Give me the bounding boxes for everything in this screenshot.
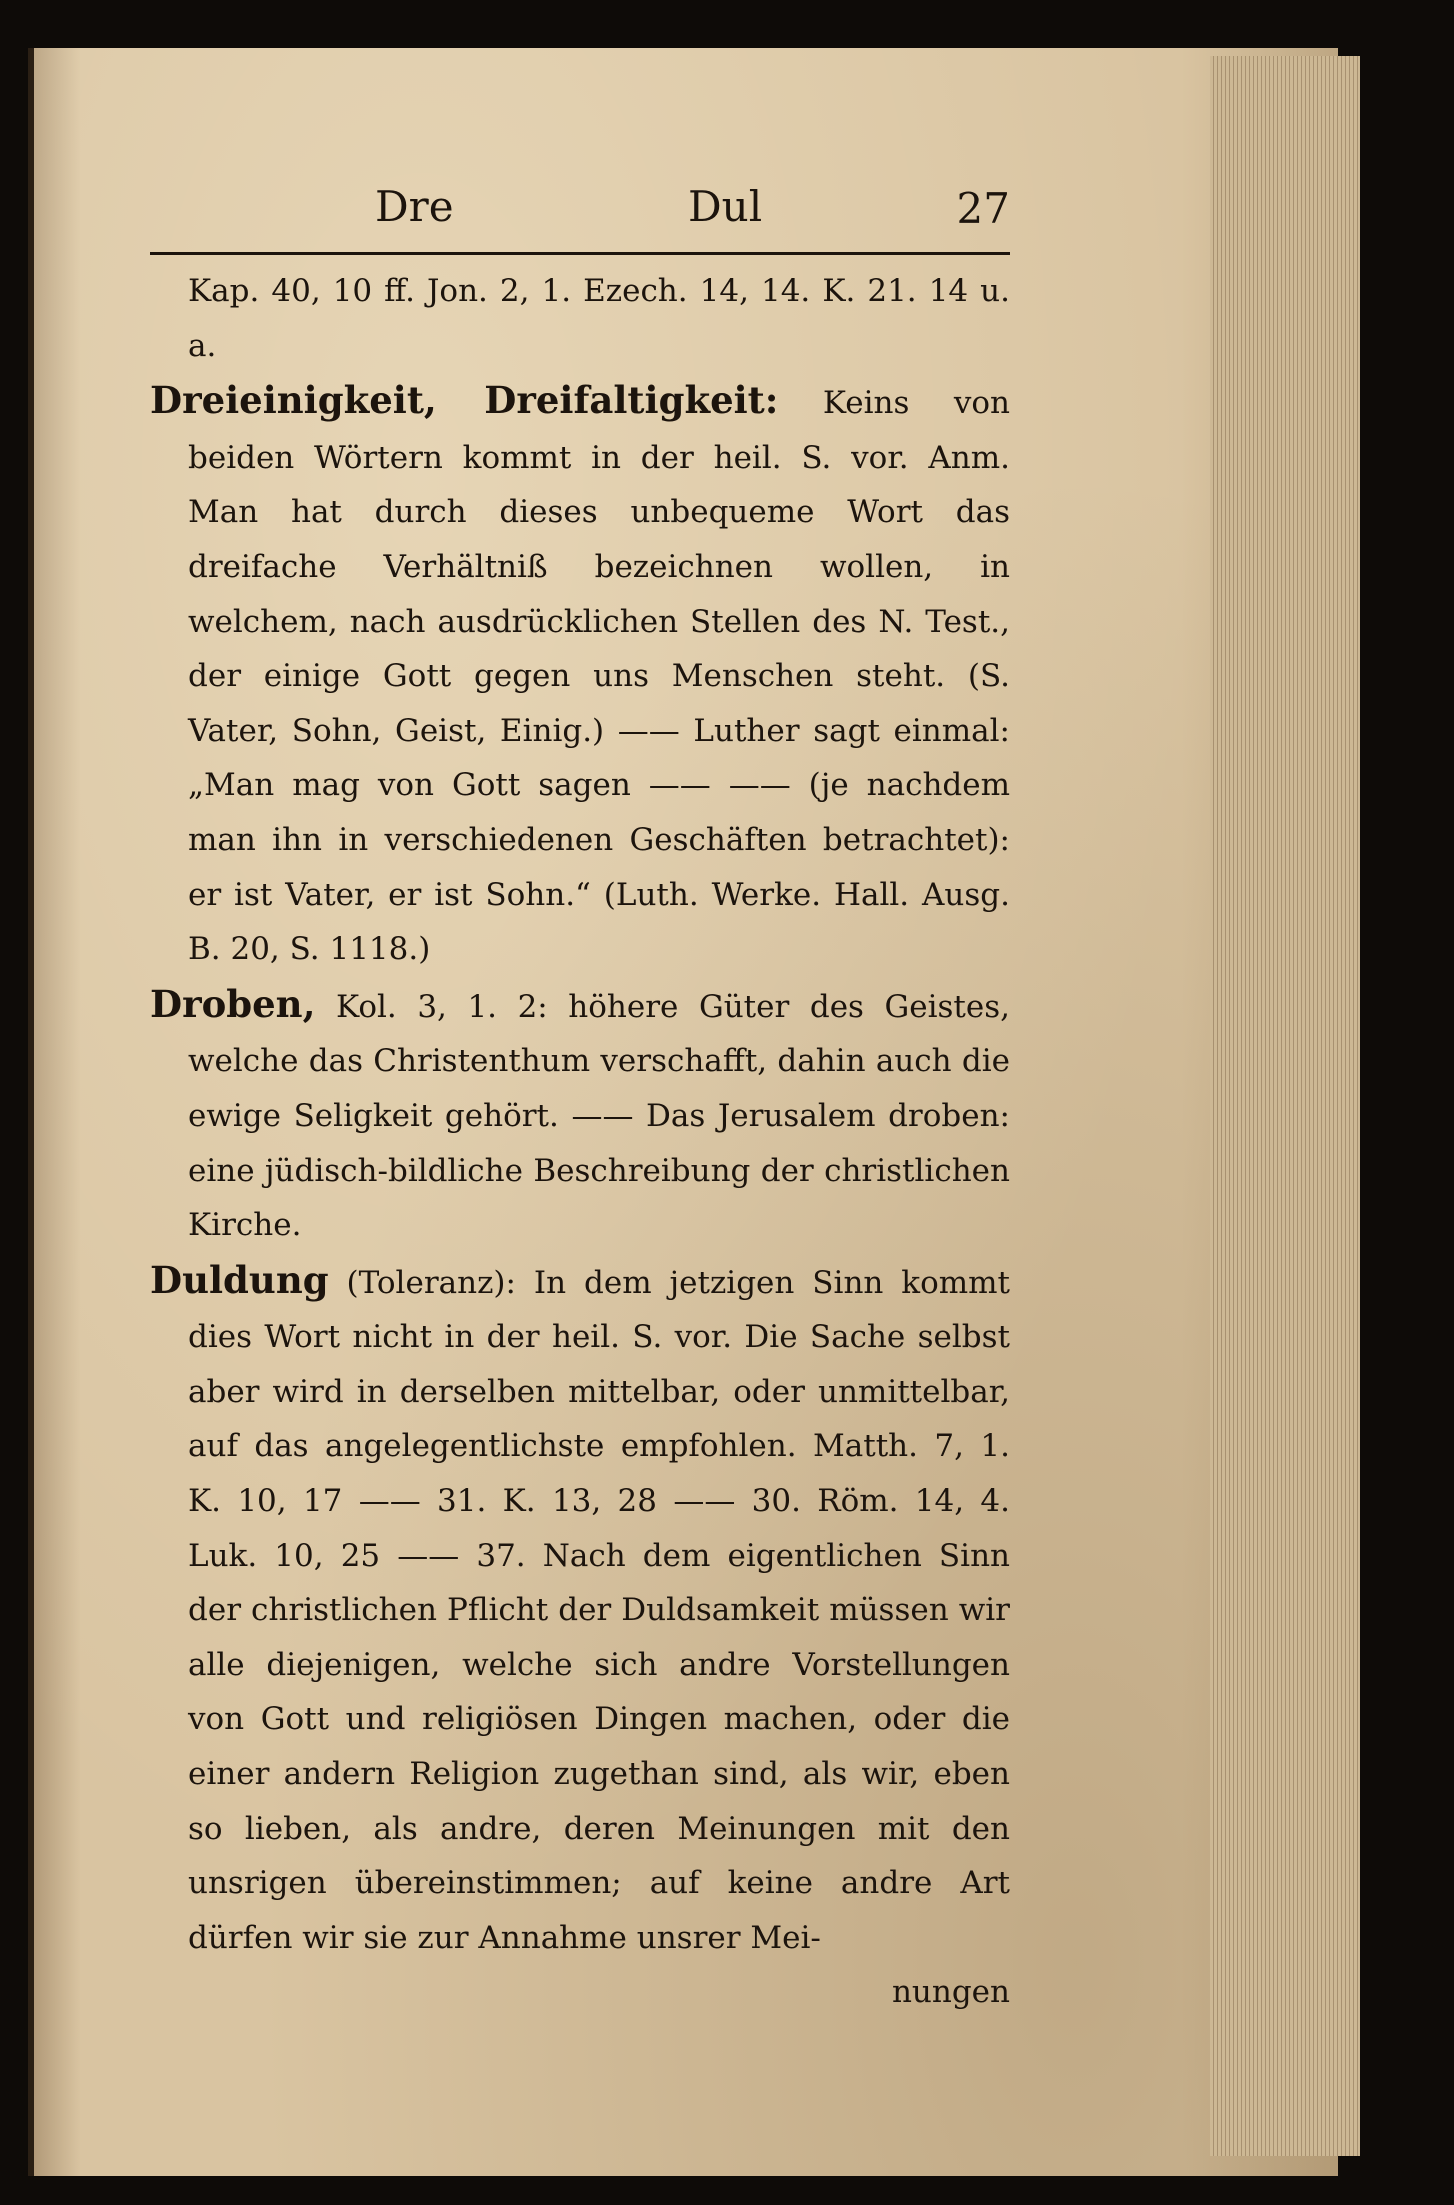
entry-lemma: Droben, <box>150 981 316 1026</box>
header-left-word: Dre <box>375 182 454 231</box>
catchword: nungen <box>891 1974 1010 2011</box>
page-gutter <box>28 48 34 2176</box>
page-content <box>150 170 1010 2019</box>
entry-text: Kol. 3, 1. 2: höhere Güter des Geistes, welche das Christenthum verschafft, dahin auch die ewige Seligkeit gehört. —— Das Jerusalem droben: eine jüdisch-bildliche Beschreibung der christlichen Kirche. <box>188 988 1010 1244</box>
running-header <box>150 170 1010 246</box>
page-number: 27 <box>956 184 1010 233</box>
entry-droben <box>150 977 1010 1253</box>
header-mid-word: Dul <box>688 182 763 231</box>
page-edges <box>1210 56 1360 2156</box>
dictionary-text <box>150 246 1010 2019</box>
continuation-text: Kap. 40, 10 ff. Jon. 2, 1. Ezech. 14, 14. K. 21. 14 u. a. <box>188 273 1010 364</box>
entry-lemma: Duldung <box>150 1257 329 1302</box>
entry-lemma: Dreieinigkeit, Dreifaltigkeit: <box>150 378 779 423</box>
header-rule <box>150 252 1010 255</box>
entry-text: (Toleranz): In dem jetzigen Sinn kommt dies Wort nicht in der heil. S. vor. Die Sache selbst aber wird in derselben mittelbar, oder unmittelbar, auf das angelegentlichste empfohlen. Matth. 7, 1. K. 10, 17 —— 31. K. 13, 28 —— 30. Röm. 14, 4. Luk. 10, 25 —— 37. Nach dem eigentlichen Sinn der christlichen Pflicht der Duldsamkeit müssen wir alle diejenigen, welche sich andre Vorstellungen von Gott und religiösen Dingen machen, oder die einer andern Religion zugethan sind, als wir, eben so lieben, als andre, deren Meinungen mit den unsrigen übereinstimmen; auf keine andre Art dürfen wir sie zur Annahme unsrer Mei- <box>188 1264 1010 1956</box>
entry-text: Keins von beiden Wörtern kommt in der heil. S. vor. Anm. Man hat durch dieses unbequeme Wort das dreifache Verhältniß bezeichnen wollen, in welchem, nach ausdrücklichen Stellen des N. Test., der einige Gott gegen uns Menschen steht. (S. Vater, Sohn, Geist, Einig.) —— Luther sagt einmal: „Man mag von Gott sagen —— —— (je nachdem man ihn in verschiedenen Geschäften betrachtet): er ist Vater, er ist Sohn.“ (Luth. Werke. Hall. Ausg. B. 20, S. 1118.) <box>188 385 1010 968</box>
entry-dreieinigkeit <box>150 373 1010 977</box>
scan-background <box>0 2176 1454 2205</box>
entry-duldung <box>150 1253 1010 1966</box>
